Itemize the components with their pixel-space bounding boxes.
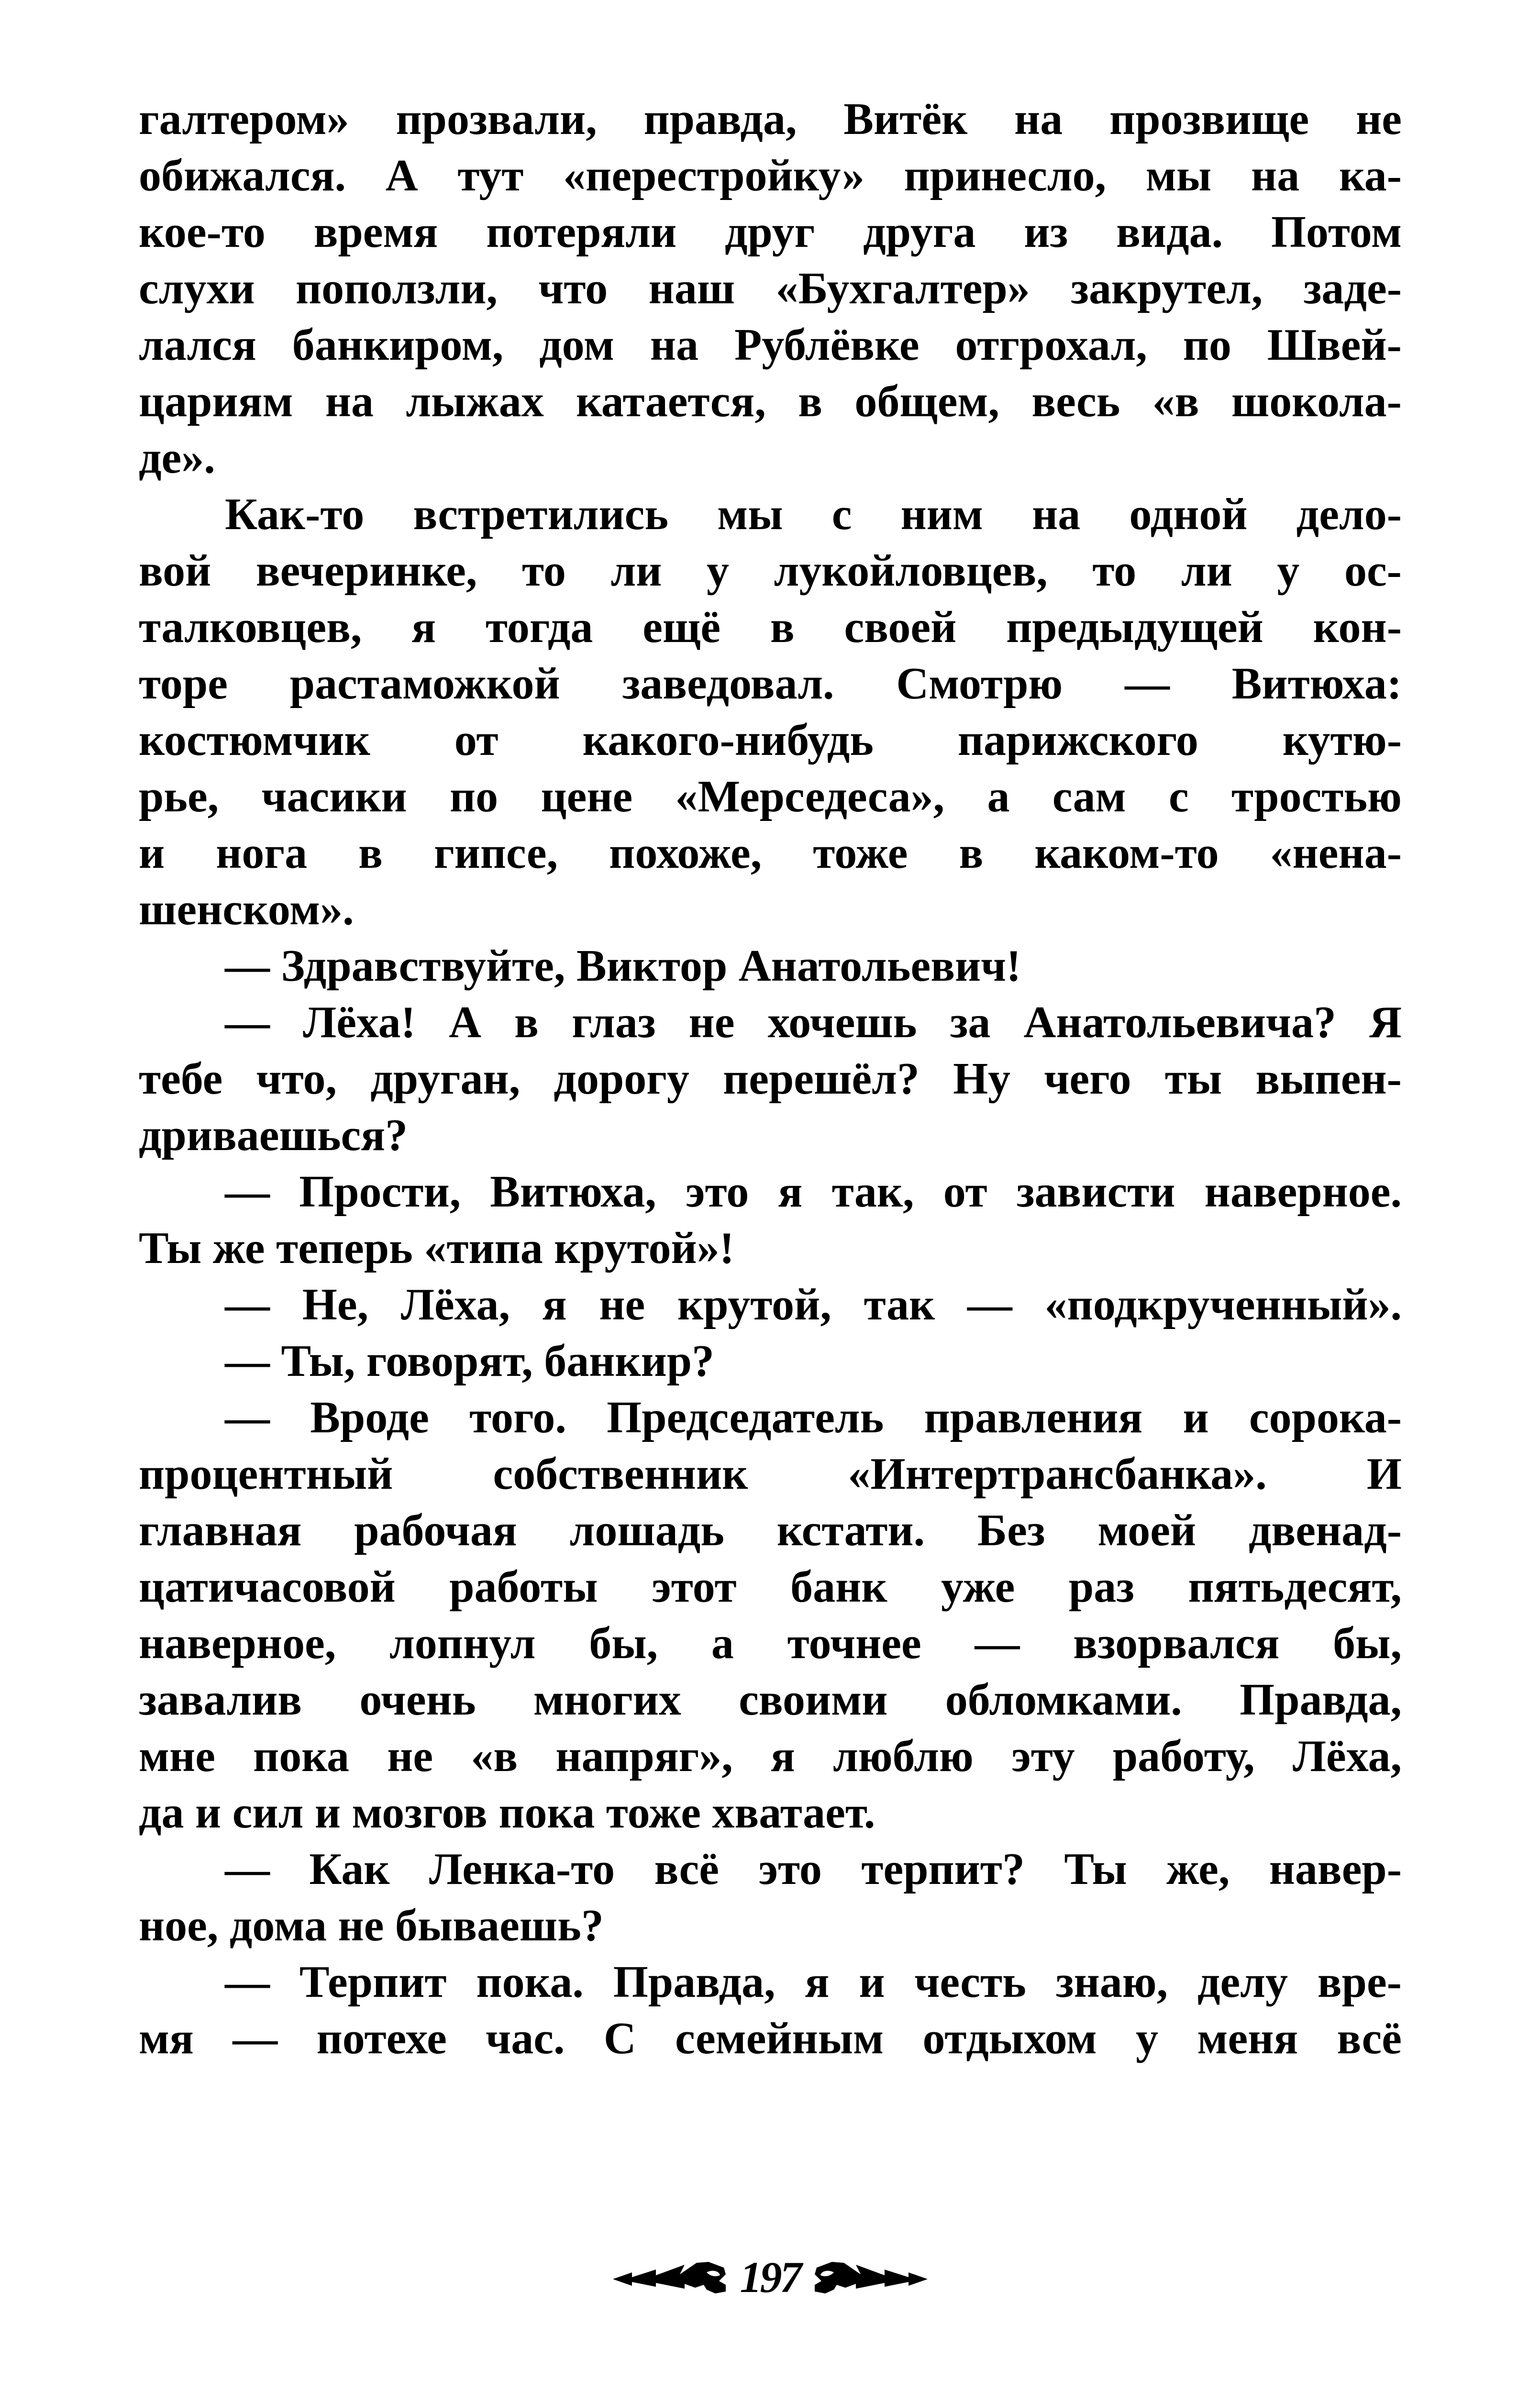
text-line: тебе что, друган, дорогу перешёл? Ну чего ты выпен- (139, 1054, 1402, 1104)
text-line: мя — потехе час. С семейным отдыхом у меня всё (139, 2014, 1402, 2063)
text-line: де». (139, 433, 215, 483)
text-line: наверное, лопнул бы, а точнее — взорвался бы, (139, 1618, 1402, 1668)
page-footer (0, 2248, 1540, 2306)
text-line: обижался. А тут «перестройку» принесло, мы на ка- (139, 151, 1402, 200)
text-line: шенском». (139, 885, 354, 934)
text-line: рье, часики по цене «Мерседеса», а сам с тростью (139, 772, 1402, 821)
text-line: — Прости, Витюха, это я так, от зависти наверное. (225, 1167, 1402, 1217)
text-line: да и сил и мозгов пока тоже хватает. (139, 1788, 875, 1838)
text-line: — Терпит пока. Правда, я и честь знаю, делу вре- (225, 1957, 1402, 2007)
text-line: Ты же теперь «типа крутой»! (139, 1223, 734, 1273)
text-line: торе растаможкой заведовал. Смотрю — Витюха: (139, 659, 1402, 709)
text-line: цариям на лыжах катается, в общем, весь «в шокола- (139, 377, 1402, 426)
text-line: — Ты, говорят, банкир? (225, 1336, 715, 1386)
ornament-right-icon (813, 2258, 928, 2296)
text-line: цатичасовой работы этот банк уже раз пятьдесят, (139, 1562, 1402, 1612)
page-number: 197 (740, 2253, 800, 2302)
text-line: и нога в гипсе, похоже, тоже в каком-то «нена- (139, 828, 1402, 878)
text-line: — Вроде того. Председатель правления и сорока- (225, 1393, 1402, 1442)
text-line: галтером» прозвали, правда, Витёк на прозвище не (139, 94, 1402, 144)
text-line: — Как Ленка-то всё это терпит? Ты же, навер- (225, 1844, 1402, 1894)
text-line: слухи поползли, что наш «Бухгалтер» закрутел, заде- (139, 264, 1402, 313)
text-line: кое-то время потеряли друг друга из вида. Потом (139, 207, 1402, 257)
text-line: вой вечеринке, то ли у лукойловцев, то ли у ос- (139, 546, 1402, 596)
text-line: — Лёха! А в глаз не хочешь за Анатольевича? Я (225, 997, 1402, 1047)
text-line: — Не, Лёха, я не крутой, так — «подкрученный». (225, 1280, 1402, 1329)
text-line: лался банкиром, дом на Рублёвке отгрохал, по Швей- (139, 320, 1402, 370)
text-line: дриваешься? (139, 1110, 408, 1160)
text-line: мне пока не «в напряг», я люблю эту работу, Лёха, (139, 1731, 1402, 1781)
ornament-left-icon (613, 2258, 728, 2296)
text-line: главная рабочая лошадь кстати. Без моей двенад- (139, 1506, 1402, 1555)
text-line: завалив очень многих своими обломками. Правда, (139, 1675, 1402, 1725)
text-line: ное, дома не бываешь? (139, 1901, 604, 1950)
text-line: талковцев, я тогда ещё в своей предыдущей кон- (139, 602, 1402, 652)
body-text (139, 91, 1402, 2067)
text-line: процентный собственник «Интертрансбанка». И (139, 1449, 1402, 1499)
text-line: костюмчик от какого-нибудь парижского кутю- (139, 715, 1402, 765)
text-line: Как-то встретились мы с ним на одной дело- (225, 489, 1402, 539)
text-line: — Здравствуйте, Виктор Анатольевич! (225, 941, 1021, 991)
